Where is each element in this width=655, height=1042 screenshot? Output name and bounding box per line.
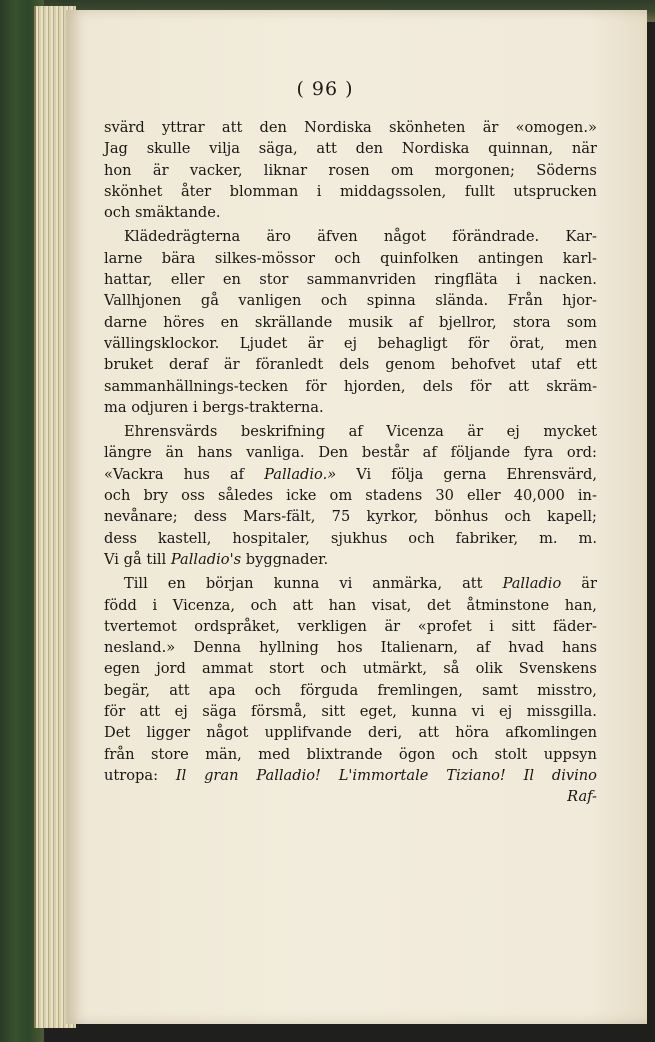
word: ammat — [202, 660, 253, 678]
word: gå — [123, 550, 142, 568]
word: musik — [348, 313, 393, 331]
word: hjorden, — [343, 377, 406, 395]
word: kunna — [411, 703, 458, 721]
word: ej — [343, 334, 358, 352]
word: m. — [539, 529, 558, 547]
word: att — [508, 377, 529, 395]
word: något — [206, 724, 249, 742]
word: genom — [385, 356, 436, 374]
word: silkes-mössor — [214, 249, 315, 267]
word: vi — [339, 575, 353, 593]
text-line-30 — [104, 744, 597, 765]
word: än — [165, 444, 184, 462]
word: karl- — [562, 249, 597, 267]
word: så — [443, 660, 460, 678]
word: något — [383, 228, 426, 246]
word: Vicenza, — [172, 596, 235, 614]
word: smäktande. — [135, 204, 221, 222]
word: han, — [564, 596, 597, 614]
word: behagligt — [377, 334, 448, 352]
word: att — [221, 119, 243, 136]
word: dels — [339, 356, 370, 374]
word: stor — [259, 271, 289, 289]
word: Palladio's — [170, 550, 242, 568]
word: utaf — [531, 356, 561, 374]
word: örat, — [509, 334, 545, 352]
word: föranledt — [255, 356, 324, 374]
word: stort — [269, 660, 305, 678]
word: i — [316, 182, 322, 200]
word: ett — [576, 356, 597, 374]
word: och — [504, 508, 531, 526]
word: store — [150, 745, 189, 763]
word: och — [104, 487, 131, 505]
word: nevånare; — [104, 508, 178, 526]
word: deraf — [168, 356, 209, 374]
word: 75 — [331, 508, 351, 526]
word: är — [307, 334, 324, 352]
word: deri, — [368, 724, 403, 742]
text-line-22 — [104, 573, 597, 594]
word: svärd — [104, 119, 145, 136]
word: vanliga. — [246, 444, 305, 462]
word: för — [104, 703, 126, 721]
text-line-14 — [104, 397, 597, 418]
word: stadens — [365, 487, 423, 505]
word: upplifvande — [264, 724, 352, 742]
word: ej — [174, 703, 188, 721]
text-line-19 — [104, 506, 597, 527]
word: bära — [161, 249, 196, 267]
word: hans — [197, 444, 233, 462]
word: eget, — [359, 703, 397, 721]
word: olik — [475, 660, 503, 678]
word: jord — [156, 660, 186, 678]
word: odjuren — [131, 398, 189, 416]
text-line-31 — [104, 765, 597, 786]
word: kastell, — [157, 529, 212, 547]
word: af — [476, 639, 491, 657]
word: är — [223, 356, 240, 374]
word: bergs-trakterna. — [202, 398, 324, 416]
word: fullt — [464, 182, 495, 200]
text-line-6 — [104, 226, 597, 247]
word: quinnan, — [488, 140, 554, 158]
text-line-13 — [104, 376, 597, 397]
word: i — [516, 271, 521, 289]
word: af — [229, 465, 245, 483]
word: hjor- — [562, 292, 597, 310]
word: följa — [391, 465, 424, 483]
word: blomman — [229, 182, 299, 200]
word: att — [292, 596, 314, 614]
word: L'immortale — [338, 766, 429, 784]
word: Denna — [193, 639, 242, 657]
word: uppsyn — [543, 745, 597, 763]
word: ma — [104, 398, 127, 416]
word: att — [418, 724, 439, 742]
word: män, — [205, 745, 242, 763]
word: en — [222, 271, 241, 289]
word: antingen — [478, 249, 544, 267]
word: det — [427, 596, 451, 614]
word: Vi — [356, 465, 372, 483]
word: Vallhjonen — [104, 292, 182, 310]
word: slända. — [435, 292, 489, 310]
word: förändrade. — [452, 228, 540, 246]
word: att — [462, 575, 483, 593]
word: kapell; — [547, 508, 597, 526]
text-line-24 — [104, 616, 597, 637]
word: höres — [163, 313, 205, 331]
word: en — [220, 313, 239, 331]
word: att — [169, 681, 190, 699]
word: följande — [450, 444, 511, 462]
word: 40,000 — [513, 487, 565, 505]
word: utropa: — [104, 766, 158, 784]
word: säga, — [258, 140, 298, 158]
word: bönhus — [434, 508, 489, 526]
word: hus — [183, 465, 210, 483]
word: rosen — [328, 161, 370, 179]
word: sammanvriden — [306, 271, 416, 289]
word: och — [104, 204, 131, 222]
word: egen — [104, 660, 141, 678]
word: nacken. — [539, 271, 597, 289]
word: vacker, — [189, 161, 243, 179]
text-line-10 — [104, 312, 597, 333]
word: och — [254, 681, 282, 699]
word: men — [565, 334, 597, 352]
word: är — [152, 161, 169, 179]
word: misstro, — [537, 681, 597, 699]
word: Ehrensvärd, — [506, 465, 597, 483]
word: Il — [175, 766, 187, 784]
word: i — [489, 617, 494, 635]
word: fabriker, — [455, 529, 519, 547]
text-line-9 — [104, 290, 597, 311]
word: i — [152, 596, 158, 614]
word: ringfläta — [434, 271, 498, 289]
word: kyrkor, — [366, 508, 419, 526]
text-line-21 — [104, 549, 597, 570]
word: divino — [551, 766, 597, 784]
word: skönhet — [104, 182, 163, 200]
word: Tiziano! — [446, 766, 506, 784]
text-line-11 — [104, 333, 597, 354]
text-line-1 — [104, 117, 597, 138]
word: åter — [180, 182, 212, 200]
word: Ljudet — [239, 334, 288, 352]
word: sammanhällnings-tecken — [104, 377, 289, 395]
word: Il — [523, 766, 535, 784]
word: ögon — [398, 745, 436, 763]
word: ordspråket, — [194, 617, 280, 635]
word: «omogen.» — [515, 119, 597, 136]
word: sitt — [321, 703, 346, 721]
word: består — [361, 444, 409, 462]
word: bruket — [104, 356, 154, 374]
word: anmärka, — [372, 575, 443, 593]
word: äro — [266, 228, 291, 246]
word: den — [355, 140, 384, 158]
word: ord: — [566, 444, 597, 462]
text-line-17 — [104, 464, 597, 485]
word: gran — [204, 766, 239, 784]
text-line-12 — [104, 354, 597, 375]
word: 30 — [435, 487, 454, 505]
word: larne — [104, 249, 143, 267]
word: sjukhus — [330, 529, 388, 547]
word: för — [470, 377, 492, 395]
word: är — [482, 119, 499, 136]
word: af — [348, 423, 363, 441]
word: beskrifning — [240, 423, 326, 441]
word: eller — [170, 271, 205, 289]
word: Raf- — [567, 788, 597, 806]
word: morgonen; — [434, 161, 515, 179]
text-line-23 — [104, 595, 597, 616]
word: om — [390, 161, 414, 179]
word: Den — [318, 444, 349, 462]
text-line-26 — [104, 658, 597, 679]
word: apa — [208, 681, 236, 699]
page-number: ( 96 ) — [296, 78, 354, 100]
word: för — [468, 334, 490, 352]
word: och — [250, 596, 277, 614]
word: när — [571, 140, 597, 158]
word: Svenskens — [518, 660, 597, 678]
word: den — [259, 119, 287, 136]
text-line-3 — [104, 160, 597, 181]
body-text — [104, 117, 597, 808]
word: till — [146, 550, 167, 568]
word: äfven — [317, 228, 358, 246]
word: stora — [512, 313, 551, 331]
word: dess — [104, 529, 137, 547]
word: född — [104, 596, 137, 614]
word: Nordiska — [304, 119, 372, 136]
word: Palladio! — [256, 766, 321, 784]
word: åtminstone — [466, 596, 550, 614]
word: Det — [104, 724, 131, 742]
word: bry — [143, 487, 169, 505]
word: skulle — [146, 140, 191, 158]
word: tvertemot — [104, 617, 177, 635]
word: hospitaler, — [232, 529, 310, 547]
word: Ehrensvärds — [124, 423, 218, 441]
word: af — [408, 313, 423, 331]
word: för — [305, 377, 327, 395]
text-line-5 — [104, 202, 597, 223]
text-line-25 — [104, 637, 597, 658]
text-line-20 — [104, 528, 597, 549]
text-line-27 — [104, 680, 597, 701]
word: ligger — [146, 724, 191, 742]
text-line-15 — [104, 421, 597, 442]
text-line-4 — [104, 181, 597, 202]
word: icke — [286, 487, 317, 505]
word: dels — [422, 377, 453, 395]
word: längre — [104, 444, 152, 462]
word: middagssolen, — [339, 182, 447, 200]
word: skräm- — [546, 377, 597, 395]
word: vällingsklockor. — [104, 334, 220, 352]
word: om — [329, 487, 353, 505]
word: Palladio.» — [264, 465, 337, 483]
word: missgilla. — [526, 703, 597, 721]
word: behofvet — [451, 356, 516, 374]
word: ej — [506, 423, 520, 441]
word: och — [451, 745, 479, 763]
word: Klädedrägterna — [124, 228, 241, 246]
word: bjellror, — [439, 313, 497, 331]
word: är — [581, 575, 597, 593]
word: som — [566, 313, 597, 331]
word: säga — [202, 703, 237, 721]
word: ej — [499, 703, 513, 721]
word: eller — [467, 487, 501, 505]
word: med — [258, 745, 291, 763]
word: fyra — [523, 444, 554, 462]
word: stolt — [494, 745, 528, 763]
catchword — [104, 786, 597, 807]
word: är — [384, 617, 401, 635]
word: en — [167, 575, 186, 593]
word: vanligen — [238, 292, 302, 310]
word: fremlingen, — [377, 681, 463, 699]
word: att — [316, 140, 337, 158]
word: försmå, — [251, 703, 307, 721]
word: gerna — [443, 465, 487, 483]
word: kunna — [273, 575, 320, 593]
word: darne — [104, 313, 148, 331]
word: oss — [181, 487, 205, 505]
word: utsprucken — [513, 182, 597, 200]
word: spinna — [366, 292, 416, 310]
word: hattar, — [104, 271, 153, 289]
word: visat, — [371, 596, 412, 614]
word: och — [334, 249, 361, 267]
word: således — [218, 487, 273, 505]
word: mycket — [543, 423, 597, 441]
word: i — [192, 398, 198, 416]
word: Mars-fält, — [243, 508, 316, 526]
text-line-2 — [104, 138, 597, 159]
word: han — [328, 596, 357, 614]
word: Italienarn, — [380, 639, 459, 657]
word: förguda — [300, 681, 359, 699]
word: är — [467, 423, 484, 441]
word: skönheten — [388, 119, 466, 136]
word: och — [320, 292, 348, 310]
word: hon — [104, 161, 132, 179]
word: och — [320, 660, 347, 678]
word: vilja — [209, 140, 240, 158]
word: begär, — [104, 681, 151, 699]
word: Till — [124, 575, 148, 593]
word: att — [139, 703, 161, 721]
word: dess — [193, 508, 227, 526]
word: Palladio — [502, 575, 562, 593]
word: verkligen — [297, 617, 367, 635]
word: «Vackra — [104, 465, 164, 483]
word: nesland.» — [104, 639, 176, 657]
word: blixtrande — [306, 745, 383, 763]
word: skrällande — [254, 313, 333, 331]
text-line-8 — [104, 269, 597, 290]
word: Vi — [104, 550, 119, 568]
word: hans — [561, 639, 597, 657]
word: m. — [578, 529, 597, 547]
word: byggnader. — [245, 550, 329, 568]
word: vi — [471, 703, 485, 721]
text-line-28 — [104, 701, 597, 722]
word: Vicenza — [386, 423, 444, 441]
word: «profet — [417, 617, 472, 635]
text-line-18 — [104, 485, 597, 506]
word: in- — [577, 487, 597, 505]
word: början — [205, 575, 254, 593]
word: utmärkt, — [362, 660, 428, 678]
word: och — [408, 529, 435, 547]
word: Kar- — [565, 228, 597, 246]
word: samt — [482, 681, 518, 699]
word: sitt — [511, 617, 536, 635]
word: Nordiska — [401, 140, 470, 158]
text-line-16 — [104, 442, 597, 463]
word: liknar — [263, 161, 308, 179]
word: afkomlingen — [505, 724, 597, 742]
word: höra — [455, 724, 490, 742]
word: gå — [200, 292, 219, 310]
word: af — [422, 444, 437, 462]
word: Jag — [104, 140, 128, 158]
word: Söderns — [536, 161, 597, 179]
text-line-7 — [104, 248, 597, 269]
word: hyllning — [259, 639, 319, 657]
word: fäder- — [552, 617, 597, 635]
text-line-29 — [104, 722, 597, 743]
word: från — [104, 745, 135, 763]
word: hvad — [508, 639, 544, 657]
word: quinfolken — [380, 249, 459, 267]
word: yttrar — [162, 119, 205, 136]
word: hos — [336, 639, 363, 657]
word: Från — [507, 292, 543, 310]
